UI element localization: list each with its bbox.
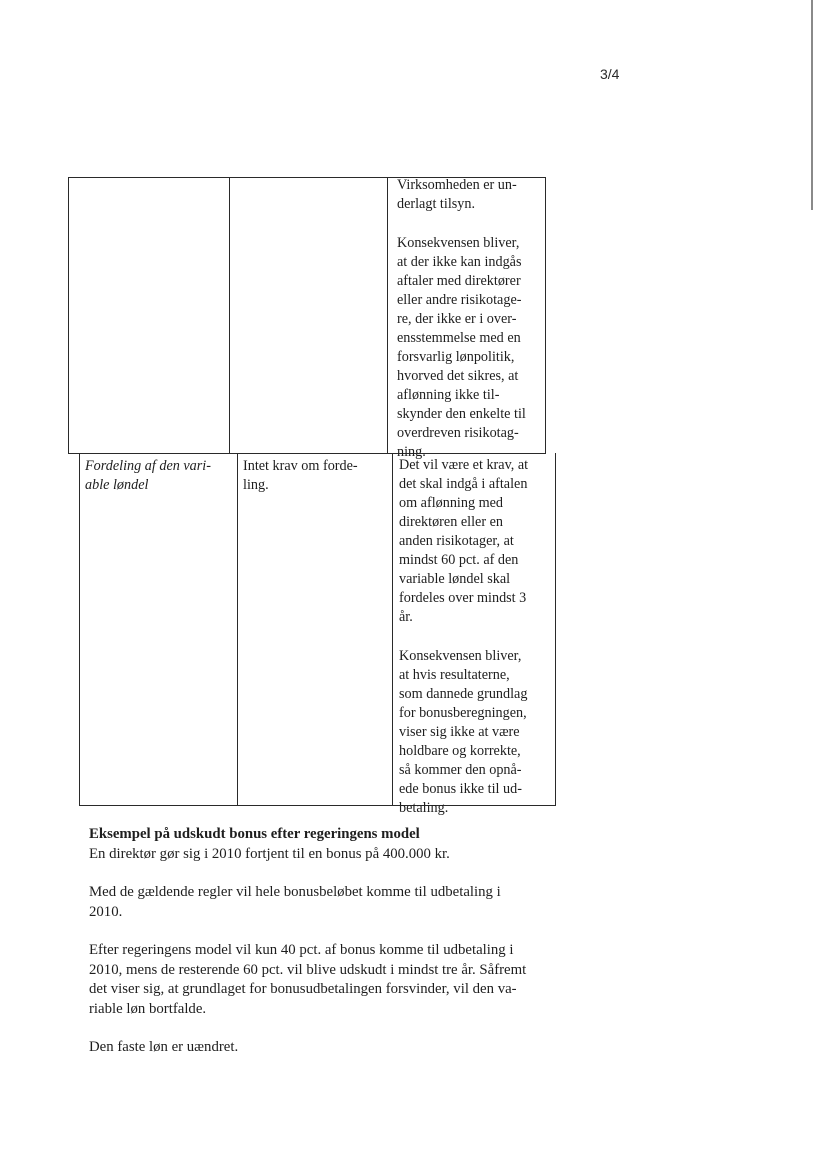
table-col-divider-2 [392,453,393,806]
table-col-divider-1 [229,177,230,454]
cell-paragraph: Virksomheden er un- derlagt tilsyn. [397,177,517,212]
table-border-left-row2 [79,453,80,806]
table-border-right-row1 [545,177,546,454]
table-col-divider-2 [387,177,388,454]
example-paragraph: Med de gældende regler vil hele bonusbeløbet komme til udbetaling i 2010. [89,884,501,920]
example-paragraph: Efter regeringens model vil kun 40 pct. af bonus komme til udbetaling i 2010, mens de resterende 60 pct. vil blive udskudt i mindst tre år. Såfremt det viser sig, at grundlaget for bonusudbetalingen forsvinder, vil den va- riable løn bortfalde. [89,942,527,1017]
cell-paragraph: Konsekvensen bliver, at der ikke kan indgås aftaler med direktører eller andre risikotage- re, der ikke er i over- ensstemmelse med en forsvarlig lønpolitik, hvorved det sikres, at aflønning ikke til- skynder den enkelte til overdreven risikotag- ning. [397,235,526,460]
table-border-right-row2 [555,453,556,806]
page-edge-line [811,0,813,210]
example-heading: Eksempel på udskudt bonus efter regeringens model [89,826,420,842]
table-border-left-row1 [68,177,69,454]
example-paragraph: En direktør gør sig i 2010 fortjent til en bonus på 400.000 kr. [89,845,450,862]
example-paragraph: Den faste løn er uændret. [89,1039,239,1055]
table-cell [397,176,540,462]
cell-paragraph: Konsekvensen bliver, at hvis resultaterne, som dannede grundlag for bonusberegningen, viser sig ikke at være holdbare og korrekte, så kommer den opnå- ede bonus ikke til ud- betaling. [399,648,528,816]
table-col-divider-1 [237,453,238,806]
page-number: 3/4 [600,66,620,82]
table-cell: Intet krav om forde- ling. [243,458,358,493]
cell-paragraph: Det vil være et krav, at det skal indgå i aftalen om aflønning med direktøren eller en anden risikotager, at mindst 60 pct. af den variable løndel skal fordeles over mindst 3 år. [399,457,529,625]
example-section [89,825,555,1058]
table-cell [399,456,545,818]
table-row-label: Fordeling af den vari- able løndel [85,458,211,493]
